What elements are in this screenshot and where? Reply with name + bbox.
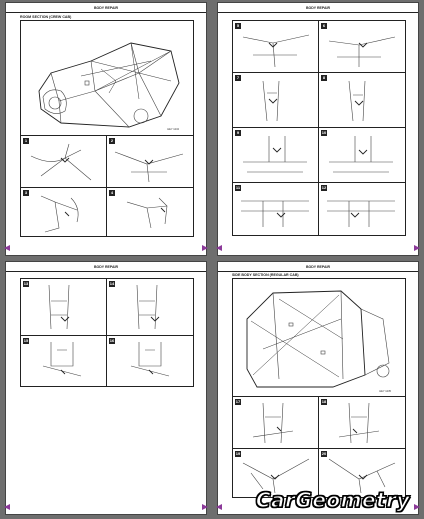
figure-number-badge: 10 xyxy=(321,130,327,135)
figure-code: HEY 1235 xyxy=(379,390,391,393)
figure-number-badge: 20 xyxy=(321,451,327,456)
figure-number-badge: 12 xyxy=(321,185,327,190)
figure-1 xyxy=(20,135,108,189)
figure-2 xyxy=(106,135,194,189)
main-diagram xyxy=(20,20,194,137)
figure-14 xyxy=(106,278,194,337)
figure-13 xyxy=(20,278,108,337)
figure-number-badge: 19 xyxy=(235,451,241,456)
page-header: BODY REPAIR xyxy=(218,265,418,272)
prev-page-arrow-icon[interactable] xyxy=(4,245,10,251)
manual-page-4 xyxy=(218,262,418,514)
figure-number-badge: 1 xyxy=(24,138,28,143)
figure-number-badge: 3 xyxy=(24,190,28,195)
figure-number-badge: 14 xyxy=(109,281,115,286)
figure-number-badge: 4 xyxy=(110,190,114,195)
figure-16 xyxy=(106,335,194,387)
figure-3 xyxy=(20,187,108,237)
figure-code: HEY 1234 xyxy=(167,128,179,131)
vehicle-body-frame-drawing xyxy=(21,21,193,136)
next-page-arrow-icon[interactable] xyxy=(414,245,420,251)
next-page-arrow-icon[interactable] xyxy=(202,245,208,251)
figure-10 xyxy=(318,127,406,184)
figure-number-badge: 11 xyxy=(235,185,241,190)
page-header: BODY REPAIR xyxy=(218,6,418,13)
figure-12 xyxy=(318,182,406,236)
figure-number-badge: 8 xyxy=(322,75,326,80)
figure-number-badge: 5 xyxy=(236,23,240,28)
figure-8 xyxy=(318,72,406,129)
figure-number-badge: 17 xyxy=(235,399,241,404)
figure-5 xyxy=(232,20,320,74)
page-header: BODY REPAIR xyxy=(6,265,206,272)
next-page-arrow-icon[interactable] xyxy=(414,504,420,510)
prev-page-arrow-icon[interactable] xyxy=(216,245,222,251)
figure-6 xyxy=(318,20,406,74)
figure-9 xyxy=(232,127,320,184)
page-header: BODY REPAIR xyxy=(6,6,206,13)
watermark-logo: CarGeometry xyxy=(255,488,410,512)
figure-number-badge: 15 xyxy=(23,338,29,343)
prev-page-arrow-icon[interactable] xyxy=(4,504,10,510)
side-body-frame-drawing xyxy=(233,279,405,397)
manual-page-1 xyxy=(6,3,206,255)
figure-number-badge: 16 xyxy=(109,338,115,343)
manual-page-2 xyxy=(218,3,418,255)
figure-number-badge: 13 xyxy=(23,281,29,286)
figure-number-badge: 18 xyxy=(321,399,327,404)
figure-number-badge: 7 xyxy=(236,75,240,80)
figure-7 xyxy=(232,72,320,129)
figure-number-badge: 6 xyxy=(322,23,326,28)
prev-page-arrow-icon[interactable] xyxy=(216,504,222,510)
figure-11 xyxy=(232,182,320,236)
manual-page-3 xyxy=(6,262,206,514)
figure-4 xyxy=(106,187,194,237)
figure-15 xyxy=(20,335,108,387)
main-diagram xyxy=(232,278,406,398)
figure-number-badge: 9 xyxy=(236,130,240,135)
figure-number-badge: 2 xyxy=(110,138,114,143)
next-page-arrow-icon[interactable] xyxy=(202,504,208,510)
section-title: ROOM SECTION (CREW CAB) xyxy=(20,15,72,19)
section-title: SIDE BODY SECTION (REGULAR CAB) xyxy=(232,273,299,277)
figure-18 xyxy=(318,396,406,450)
figure-17 xyxy=(232,396,320,450)
